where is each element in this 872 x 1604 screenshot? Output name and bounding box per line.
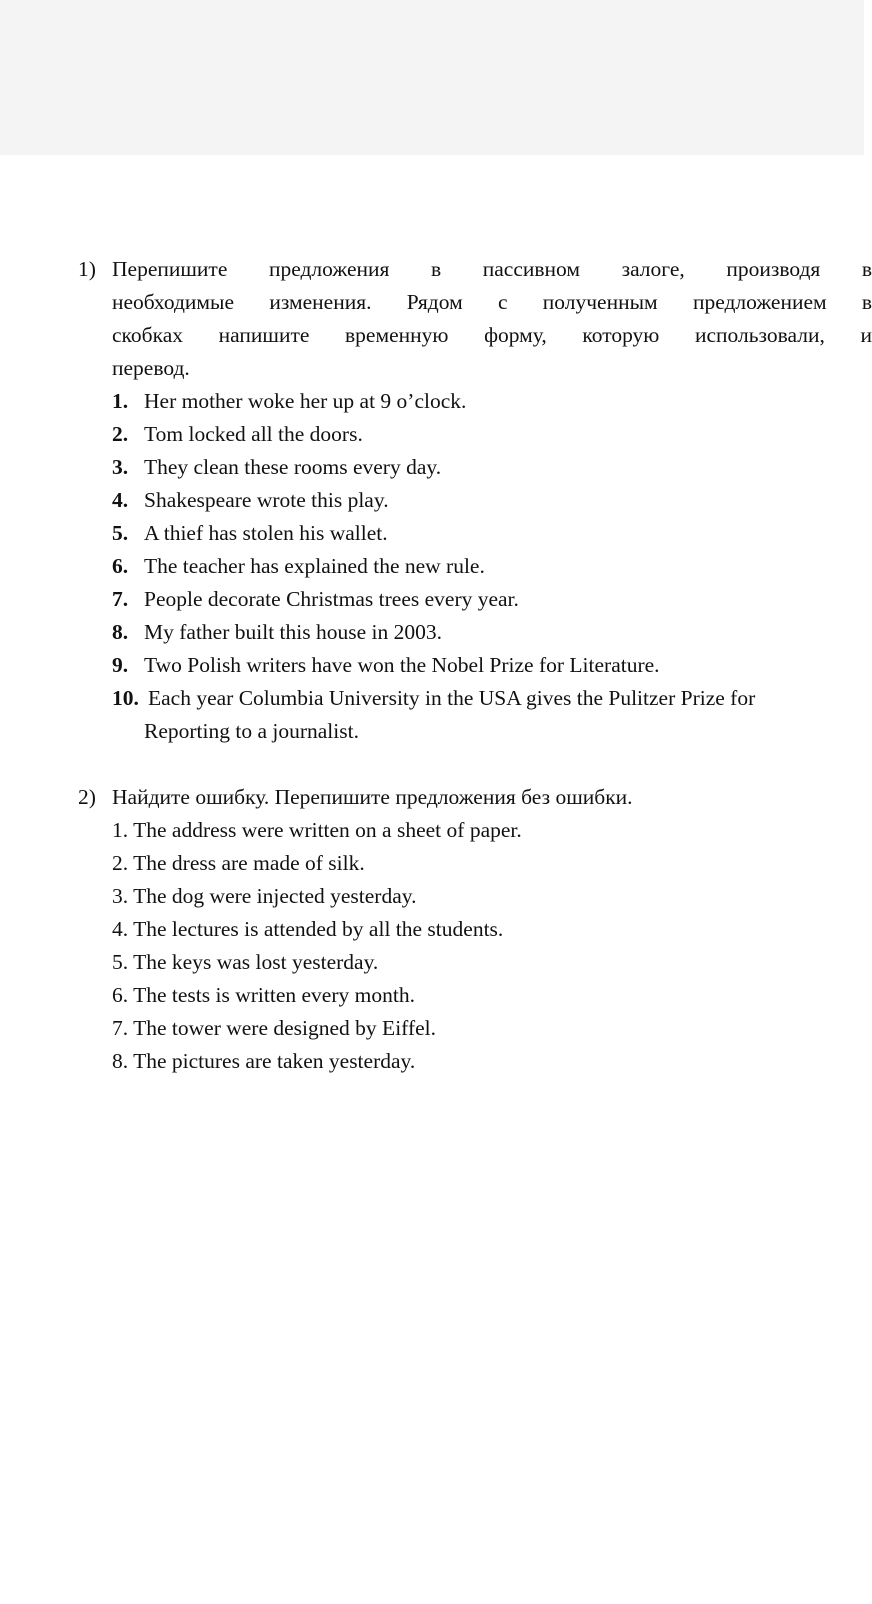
list-item xyxy=(112,385,466,418)
word: в xyxy=(861,290,872,314)
list-item: 7. The tower were designed by Eiffel. xyxy=(112,1016,436,1040)
section-2-marker: 2) xyxy=(78,785,96,809)
word: скобках xyxy=(112,323,183,347)
item-text: Each year Columbia University in the USA gives the Pulitzer Prize for xyxy=(148,686,756,710)
word: Рядом xyxy=(406,290,463,314)
item-number: 9. xyxy=(112,653,129,677)
word: необходимые xyxy=(112,290,235,314)
word: изменения. xyxy=(269,290,372,314)
item-number: 5. xyxy=(112,521,129,545)
list-item: 4. The lectures is attended by all the students. xyxy=(112,917,504,941)
word: предложением xyxy=(692,290,827,314)
list-item: 5. The keys was lost yesterday. xyxy=(112,950,379,974)
item-text: The teacher has explained the new rule. xyxy=(144,554,485,578)
word: которую xyxy=(582,323,660,347)
item-number: 4. xyxy=(112,488,129,512)
item-number: 2. xyxy=(112,422,129,446)
list-item: 6. The tests is written every month. xyxy=(112,983,415,1007)
list-item xyxy=(112,418,363,451)
word: временную xyxy=(345,323,449,347)
word: Перепишите xyxy=(112,257,228,281)
item-number: 1. xyxy=(112,389,129,413)
section-2-instruction: Найдите ошибку. Перепишите предложения без ошибки. xyxy=(112,785,633,809)
word: использовали, xyxy=(694,323,825,347)
item-number: 10. xyxy=(112,686,139,710)
item-text: Two Polish writers have won the Nobel Prize for Literature. xyxy=(144,653,660,677)
word: форму, xyxy=(484,323,547,347)
list-item: 1. The address were written on a sheet of paper. xyxy=(112,818,522,842)
word: полученным xyxy=(542,290,658,314)
list-item: 3. The dog were injected yesterday. xyxy=(112,884,417,908)
word: с xyxy=(497,290,508,314)
section-1-instruction-line-1 xyxy=(112,253,872,286)
item-number: 7. xyxy=(112,587,129,611)
list-item xyxy=(112,682,755,715)
item-number: 8. xyxy=(112,620,129,644)
list-item xyxy=(112,451,441,484)
item-text: Tom locked all the doors. xyxy=(144,422,363,446)
section-1-marker: 1) xyxy=(78,257,96,281)
list-item xyxy=(112,616,442,649)
word: напишите xyxy=(218,323,310,347)
list-item xyxy=(112,649,660,682)
item-text: My father built this house in 2003. xyxy=(144,620,442,644)
item-text: Shakespeare wrote this play. xyxy=(144,488,389,512)
item-text: A thief has stolen his wallet. xyxy=(144,521,388,545)
section-1-instruction-line-2 xyxy=(112,286,872,319)
item-number: 6. xyxy=(112,554,129,578)
list-item-continuation: Reporting to a journalist. xyxy=(144,719,359,743)
item-text: People decorate Christmas trees every year. xyxy=(144,587,519,611)
word: предложения xyxy=(268,257,390,281)
word: пассивном xyxy=(482,257,580,281)
item-text: Her mother woke her up at 9 o’clock. xyxy=(144,389,467,413)
word: производя xyxy=(726,257,821,281)
list-item xyxy=(112,484,389,517)
list-item xyxy=(112,583,519,616)
word: в xyxy=(430,257,442,281)
item-number: 3. xyxy=(112,455,129,479)
list-item xyxy=(112,550,485,583)
word: и xyxy=(860,323,872,347)
list-item: 8. The pictures are taken yesterday. xyxy=(112,1049,416,1073)
word: в xyxy=(861,257,872,281)
item-text: They clean these rooms every day. xyxy=(144,455,442,479)
list-item: 2. The dress are made of silk. xyxy=(112,851,365,875)
list-item xyxy=(112,517,388,550)
word: залоге, xyxy=(621,257,685,281)
section-1-instruction-line-4: перевод. xyxy=(112,356,190,380)
section-1-instruction-line-3 xyxy=(112,319,872,352)
